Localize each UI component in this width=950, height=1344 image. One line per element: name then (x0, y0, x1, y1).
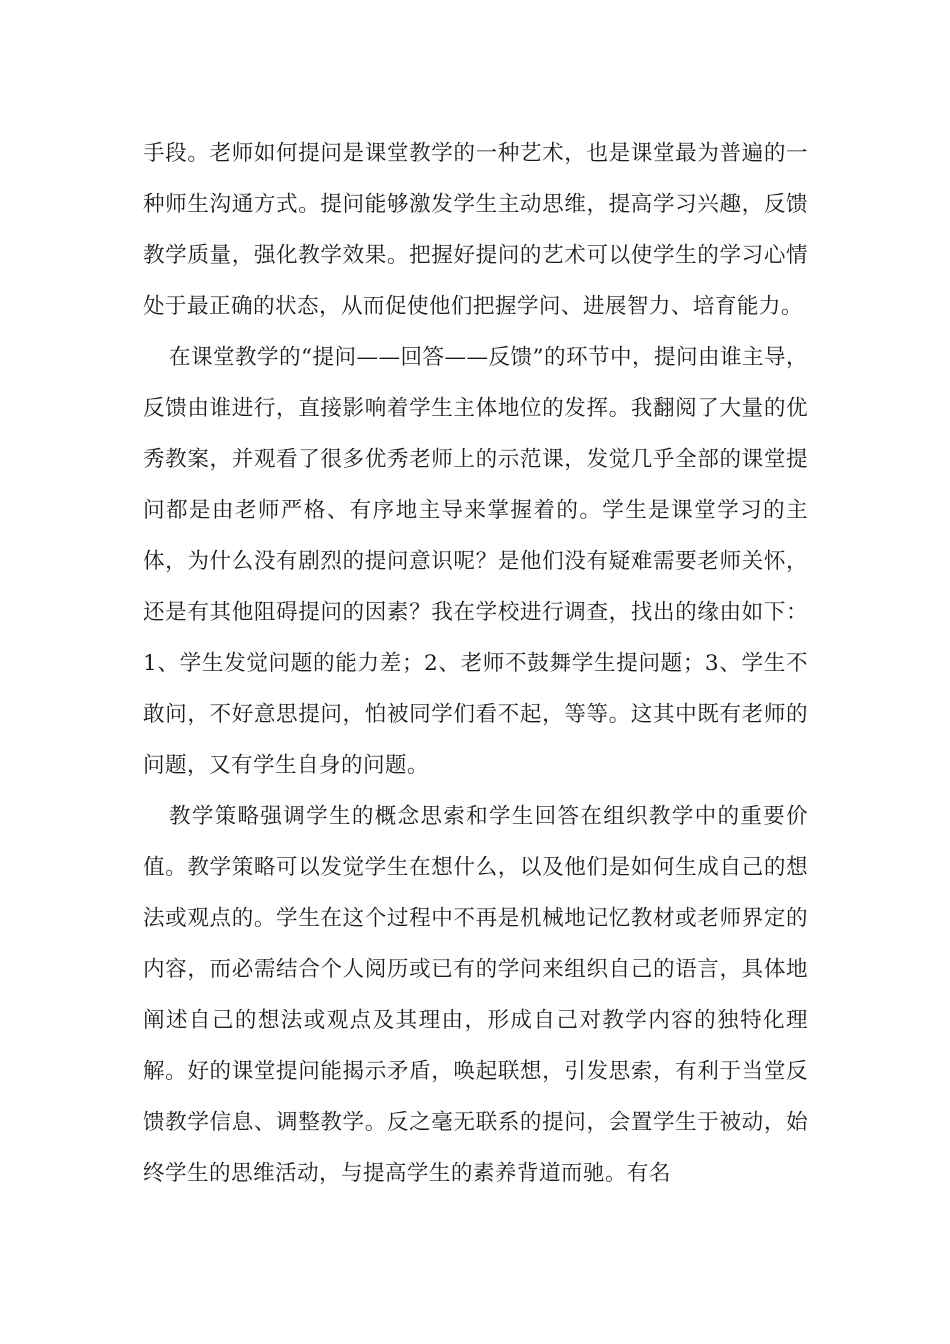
body-text (143, 128, 808, 1199)
paragraph-2: 在课堂教学的“提问——回答——反馈”的环节中，提问由谁主导，反馈由谁进行，直接影响着学生主体地位的发挥。我翻阅了大量的优秀教案，并观看了很多优秀老师上的示范课，发觉几乎全部的课堂提问都是由老师严格、有序地主导来掌握着的。学生是课堂学习的主体，为什么没有剧烈的提问意识呢？是他们没有疑难需要老师关怀，还是有其他阻碍提问的因素？我在学校进行调查，找出的缘由如下：1、学生发觉问题的能力差；2、老师不鼓舞学生提问题；3、学生不敢问，不好意思提问，怕被同学们看不起，等等。这其中既有老师的问题，又有学生自身的问题。 (143, 345, 808, 778)
paragraph-1: 手段。老师如何提问是课堂教学的一种艺术，也是课堂最为普遍的一种师生沟通方式。提问能够激发学生主动思维，提高学习兴趣，反馈教学质量，强化教学效果。把握好提问的艺术可以使学生的学习心情处于最正确的状态，从而促使他们把握学问、进展智力、培育能力。 (143, 141, 808, 319)
paragraph-3: 教学策略强调学生的概念思索和学生回答在组织教学中的重要价值。教学策略可以发觉学生在想什么，以及他们是如何生成自己的想法或观点的。学生在这个过程中不再是机械地记忆教材或老师界定的内容，而必需结合个人阅历或已有的学问来组织自己的语言，具体地阐述自己的想法或观点及其理由，形成自己对教学内容的独特化理解。好的课堂提问能揭示矛盾，唤起联想，引发思索，有利于当堂反馈教学信息、调整教学。反之毫无联系的提问，会置学生于被动，始终学生的思维活动，与提高学生的素养背道而驰。有名 (143, 804, 808, 1186)
